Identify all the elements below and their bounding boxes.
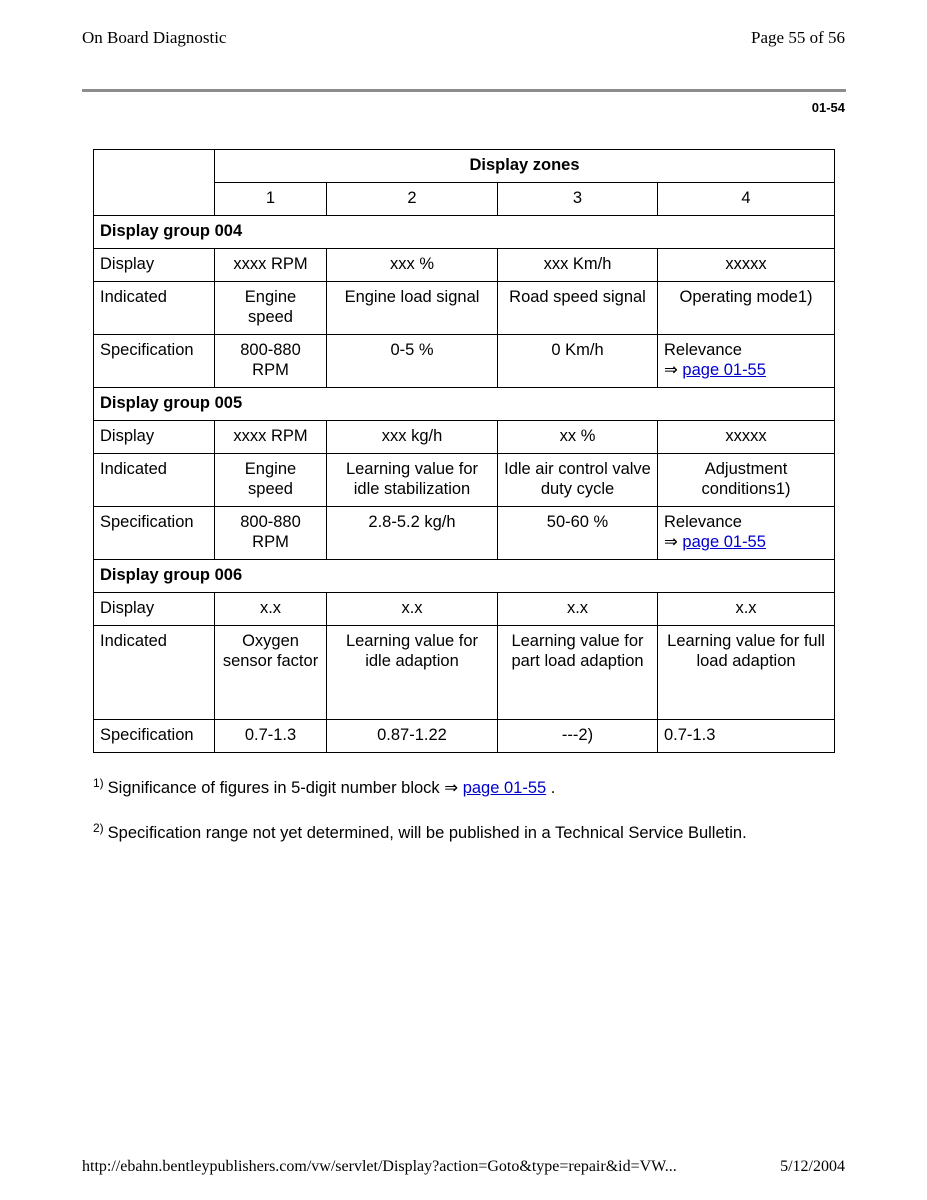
relevance-cell (658, 507, 835, 560)
table-cell: x.x (658, 593, 835, 626)
row-label: Indicated (94, 626, 215, 720)
table-cell: 50-60 % (498, 507, 658, 560)
table-cell: Operating mode1) (658, 282, 835, 335)
table-row (94, 626, 835, 720)
table-cell: x.x (327, 593, 498, 626)
row-label: Indicated (94, 454, 215, 507)
table-cell: 2.8-5.2 kg/h (327, 507, 498, 560)
footnote-mark: 2) (93, 821, 104, 835)
relevance-text: Relevance (664, 341, 742, 359)
table-cell: xxxx RPM (215, 249, 327, 282)
table-cell: Learning value for full load adaption (658, 626, 835, 720)
row-label: Specification (94, 335, 215, 388)
arrow-icon: ⇒ (664, 533, 678, 551)
table-cell: 0.7-1.3 (658, 720, 835, 753)
table-cell: x.x (498, 593, 658, 626)
display-group-table (93, 149, 835, 753)
page-link[interactable]: page 01-55 (682, 361, 766, 379)
row-label: Specification (94, 507, 215, 560)
group-title: Display group 006 (94, 560, 835, 593)
row-label: Display (94, 249, 215, 282)
footnote-mark: 1) (93, 776, 104, 790)
table-cell: Adjustment conditions1) (658, 454, 835, 507)
table-cell: x.x (215, 593, 327, 626)
table-cell: xxx % (327, 249, 498, 282)
table-corner-cell (94, 150, 215, 216)
table-cell: 0.7-1.3 (215, 720, 327, 753)
table-cell: xxxx RPM (215, 421, 327, 454)
table-cell: Engine speed (215, 282, 327, 335)
zone-number: 2 (327, 183, 498, 216)
table-cell: ---2) (498, 720, 658, 753)
table-row (94, 454, 835, 507)
table-cell: Learning value for idle adaption (327, 626, 498, 720)
table-cell: Idle air control valve duty cycle (498, 454, 658, 507)
table-cell: Engine load signal (327, 282, 498, 335)
table-cell: Learning value for part load adaption (498, 626, 658, 720)
relevance-cell (658, 335, 835, 388)
table-row (94, 335, 835, 388)
zone-number: 3 (498, 183, 658, 216)
footnote-text: Specification range not yet determined, will be published in a Technical Service Bulletin. (107, 824, 747, 842)
group-title: Display group 005 (94, 388, 835, 421)
table-row (94, 249, 835, 282)
table-cell: Road speed signal (498, 282, 658, 335)
table-cell: 800-880 RPM (215, 507, 327, 560)
footnote (93, 776, 555, 798)
table-cell: Learning value for idle stabilization (327, 454, 498, 507)
table-cell: Engine speed (215, 454, 327, 507)
arrow-icon: ⇒ (444, 779, 459, 797)
zone-number: 1 (215, 183, 327, 216)
table-cell: xxxxx (658, 421, 835, 454)
document-title: On Board Diagnostic (82, 28, 227, 47)
display-zones-header: Display zones (215, 150, 835, 183)
table-row (94, 507, 835, 560)
arrow-icon: ⇒ (664, 361, 678, 379)
page-number: Page 55 of 56 (751, 28, 845, 47)
table-cell: xxx Km/h (498, 249, 658, 282)
row-label: Display (94, 421, 215, 454)
table-row (94, 720, 835, 753)
table-row (94, 282, 835, 335)
table-cell: Oxygen sensor factor (215, 626, 327, 720)
table-cell: xxxxx (658, 249, 835, 282)
table-row (94, 421, 835, 454)
footnote-end: . (550, 779, 556, 797)
table-row (94, 593, 835, 626)
row-label: Display (94, 593, 215, 626)
footer-date: 5/12/2004 (780, 1158, 845, 1175)
section-code: 01-54 (811, 100, 845, 115)
table-cell: xxx kg/h (327, 421, 498, 454)
table-cell: 0-5 % (327, 335, 498, 388)
footnote-text: Significance of figures in 5-digit number block (107, 779, 440, 797)
footer-url: http://ebahn.bentleypublishers.com/vw/servlet/Display?action=Goto&type=repair&id=VW... (82, 1158, 677, 1175)
group-title: Display group 004 (94, 216, 835, 249)
table-cell: 0 Km/h (498, 335, 658, 388)
table-cell: 0.87-1.22 (327, 720, 498, 753)
zone-number: 4 (658, 183, 835, 216)
row-label: Indicated (94, 282, 215, 335)
page-link[interactable]: page 01-55 (682, 533, 766, 551)
row-label: Specification (94, 720, 215, 753)
relevance-text: Relevance (664, 513, 742, 531)
table-cell: 800-880 RPM (215, 335, 327, 388)
page-link[interactable]: page 01-55 (462, 779, 547, 797)
header-divider (82, 89, 846, 92)
footnote (93, 821, 747, 843)
table-cell: xx % (498, 421, 658, 454)
